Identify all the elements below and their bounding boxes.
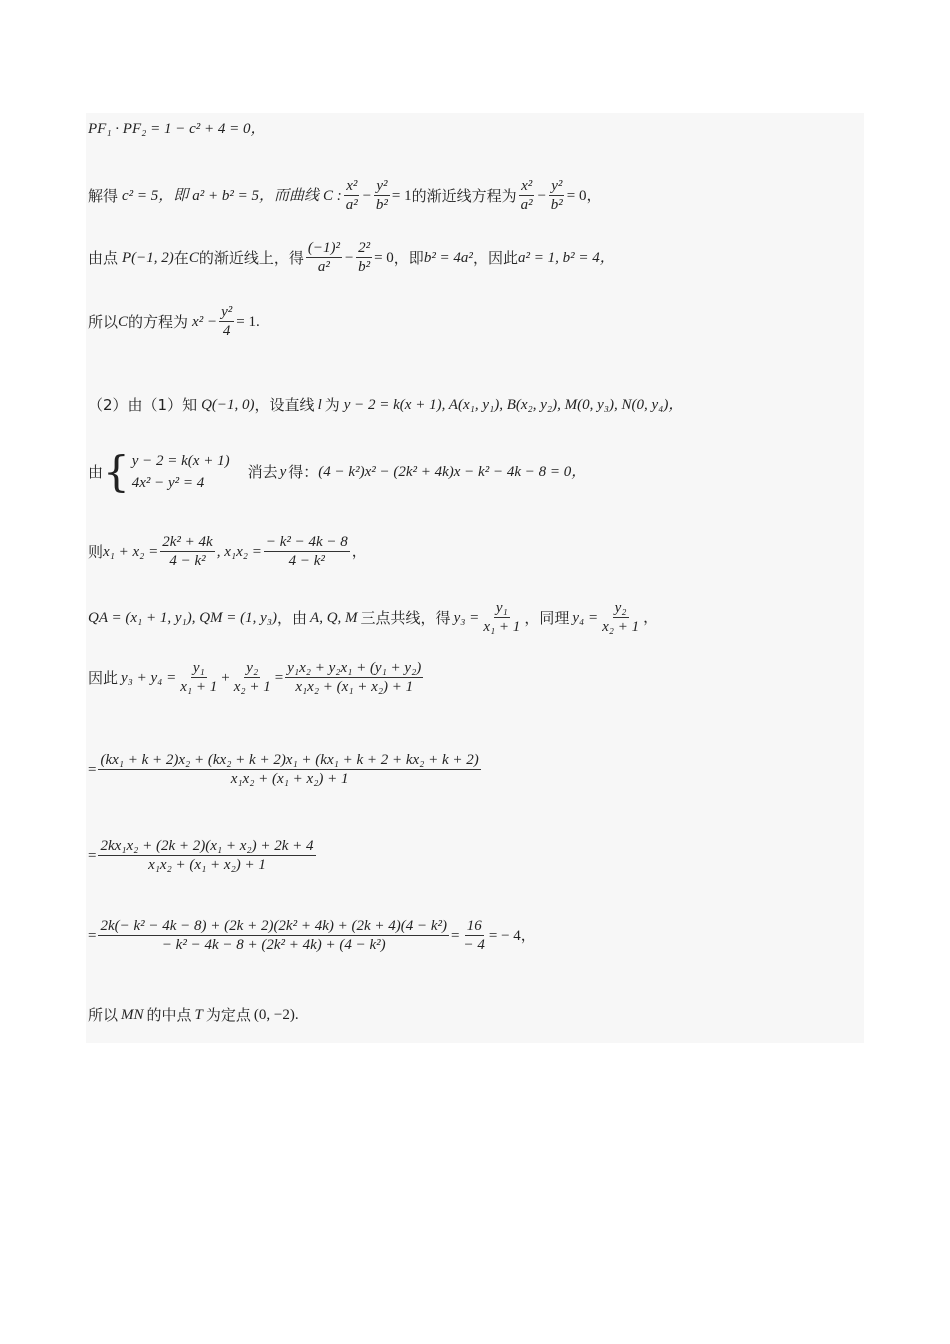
text: 解得: [88, 186, 119, 205]
x2-term: x² −: [192, 313, 218, 330]
frac-y2-b2: $\frac{\text{y²}}{\text{b²}}$: [375, 178, 388, 213]
part2-setup-line: [88, 394, 683, 416]
frac-y3: $\frac{\text{y₁}}{\text{x₁ + 1}}$: [483, 600, 521, 635]
eq-one: = 1: [236, 313, 256, 330]
b-eq: b² = 4a²: [423, 249, 473, 266]
curve-c: C: [118, 313, 129, 330]
sum-y-line: 因此 y₃ + y₄ = $\frac{\text{y₁}}{\text{x₁ + 1}}$ + $\frac{\text{y₂}}{\text{x₂ + 1}}$ = $\frac{\text{y₁x₂ + y₂x₁ + (y₁ + y₂)}}{\text{x₁x₂ + (x₁ + x₂) + 1}}$: [88, 660, 422, 695]
text: 由: [88, 463, 104, 481]
frac-sum: $\frac{\text{2k² + 4k}}{\text{4 − k²}}$: [162, 534, 213, 569]
comma: ，: [643, 609, 659, 626]
system-line: [88, 447, 587, 496]
expand-line-1: = (kx₁ + k + 2)x₂ + (kx₂ + k + 2)x₁ + (kx₁ + k + 2 + kx₂ + k + 2) x₁x₂ + (x₁ + x₂) + 1: [88, 752, 479, 787]
text: ，同理: [524, 608, 570, 627]
frac-big2: (kx₁ + k + 2)x₂ + (kx₂ + k + 2)x₁ + (kx₁ + k + 2 + kx₂ + k + 2) x₁x₂ + (x₁ + x₂) + 1: [100, 752, 479, 787]
solve-c-line: 解得 c² = 5，即 a² + b² = 5，而曲线 C : $\frac{\text{x²}}{\text{a²}}$ − $\frac{\text{y²}}{\text{b²}}$ = 1 的渐近线方程为 $\frac{\text{x²}}{\text{a²}}$ − $\frac{\text{y²}}{\text{b²}}$ = 0，: [88, 178, 602, 213]
text: 为定点: [205, 1006, 251, 1024]
frac-16: $\frac{16}{- 4}$: [463, 918, 485, 953]
text: ，因此: [472, 248, 518, 267]
point-q: Q(−1, 0): [201, 397, 255, 413]
ab-sum-eq: a² + b² = 5，而曲线: [192, 187, 320, 204]
frac-x2-a2-b: $\frac{\text{x²}}{\text{a²}}$: [520, 178, 533, 213]
line-l: l: [317, 397, 322, 413]
expand-line-2: = $\frac{\text{2kx₁x₂ + (2k + 2)(x₁ + x₂) + 2k + 4}}{\text{x₁x₂ + (x₁ + x₂) + 1}}$: [88, 838, 314, 873]
fixed-point: (0, −2): [253, 1007, 295, 1023]
collinear-line: [88, 600, 658, 635]
ab-values: a² = 1, b² = 4，: [517, 249, 615, 266]
frac-product: $\frac{\text{− k² − 4k − 8}}{\text{4 − k²}}$: [265, 534, 348, 569]
c-squared-eq: c² = 5，即: [122, 187, 189, 204]
frac-2sq-b2: $\frac{\text{2²}}{\text{b²}}$: [358, 240, 371, 275]
points-aqm: A, Q, M: [310, 609, 358, 626]
eq-zero: = 0，: [566, 187, 602, 204]
curve-c: C: [188, 249, 199, 266]
period: .: [294, 1007, 299, 1023]
text: ，由: [277, 608, 308, 627]
result: = − 4，: [488, 927, 536, 944]
y3-label: y₃ =: [453, 609, 480, 626]
frac-y2: $\frac{\text{y₂}}{\text{x₂ + 1}}$: [233, 660, 271, 695]
vectors: QA = (x₁ + 1, y₁), QM = (1, y₃): [88, 609, 278, 626]
text: 所以: [88, 1006, 119, 1024]
point-p: P(−1, 2): [122, 249, 174, 266]
comma: ，: [351, 543, 367, 560]
text: （2）由（1）知: [88, 396, 198, 414]
segment-mn: MN: [121, 1007, 144, 1023]
product-label: , x₁x₂ =: [216, 543, 262, 560]
system-eq-1: y − 2 = k(x + 1): [131, 453, 230, 469]
frac-y4: $\frac{\text{y₂}}{\text{x₂ + 1}}$: [602, 600, 640, 635]
point-on-asymptote-line: 由点 P(−1, 2) 在 C 的渐近线上，得 $\frac{\text{(−1)²}}{\text{a²}}$ − $\frac{\text{2²}}{\text{b²}}$ = 0 ，即 b² = 4a² ，因此 a² = 1, b² = 4，: [88, 240, 615, 275]
y4-label: y₄ =: [572, 609, 599, 626]
frac-y2-b2-b: $\frac{\text{y²}}{\text{b²}}$: [550, 178, 563, 213]
eq-zero: = 0: [374, 249, 394, 266]
curve-c: C :: [323, 187, 342, 204]
quadratic-eq: (4 − k²)x² − (2k² + 4k)x − k² − 4k − 8 = 0，: [318, 464, 587, 480]
text: 的渐近线方程为: [411, 186, 517, 205]
eq-one: = 1: [391, 187, 412, 204]
text: 得：: [288, 463, 319, 481]
expand-line-3: = $\frac{\text{2k(− k² − 4k − 8) + (2k + 2)(2k² + 4k) + (2k + 4)(4 − k²)}}{\text{− k² − 4k − 8 + (2k² + 4k) + (4 − k²)}}$ = $\frac{16}{- 4}$ = − 4，: [88, 918, 536, 953]
text: 的渐近线上，得: [198, 248, 304, 267]
frac-big4: $\frac{\text{2k(− k² − 4k − 8) + (2k + 2)(2k² + 4k) + (2k + 4)(4 − k²)}}{\text{− k² − 4k − 8 + (2k² + 4k) + (4 − k²)}}$: [100, 918, 448, 953]
equation-system: { y − 2 = k(x + 1) 4x² − y² = 4: [103, 447, 230, 496]
dot-product-eq: PF₁ · PF₂ = 1 − c² + 4 = 0，: [88, 121, 266, 137]
sum-label: x₁ + x₂ =: [103, 543, 159, 560]
text: 在: [173, 248, 189, 267]
text: 因此: [88, 668, 119, 687]
conclusion-line: [88, 1004, 299, 1026]
point-t: T: [194, 1007, 203, 1023]
text: ，设直线: [254, 396, 315, 414]
var-y: y: [279, 464, 287, 480]
text: ，即: [393, 248, 424, 267]
vieta-line: [88, 534, 367, 569]
frac-big3: $\frac{\text{2kx₁x₂ + (2k + 2)(x₁ + x₂) + 2k + 4}}{\text{x₁x₂ + (x₁ + x₂) + 1}}$: [100, 838, 314, 873]
dot-product-line: [88, 118, 265, 140]
frac-x2-a2: $\frac{\text{x²}}{\text{a²}}$: [345, 178, 358, 213]
text: 的中点: [146, 1006, 192, 1024]
text: 的方程为: [128, 312, 189, 331]
text: 由点: [88, 248, 119, 267]
system-eq-2: 4x² − y² = 4: [131, 475, 205, 491]
equation-of-c-line: 所以 C 的方程为 x² − $\frac{\text{y²}}{4}$ = 1 .: [88, 304, 260, 339]
text: 所以: [88, 312, 119, 331]
line-and-points: y − 2 = k(x + 1), A(x₁, y₁), B(x₂, y₂), M(0, y₃), N(0, y₄)，: [343, 397, 684, 413]
text: 三点共线，得: [360, 608, 451, 627]
text: 则: [88, 542, 104, 561]
text: 为: [324, 396, 340, 414]
frac-m1sq-a2: $\frac{\text{(−1)²}}{\text{a²}}$: [307, 240, 340, 275]
frac-y1: $\frac{\text{y₁}}{\text{x₁ + 1}}$: [180, 660, 218, 695]
frac-y2-4: $\frac{\text{y²}}{4}$: [221, 304, 233, 339]
y3-y4-label: y₃ + y₄ =: [121, 669, 177, 686]
text: 消去: [247, 463, 278, 481]
frac-big1: $\frac{\text{y₁x₂ + y₂x₁ + (y₁ + y₂)}}{\text{x₁x₂ + (x₁ + x₂) + 1}}$: [287, 660, 422, 695]
